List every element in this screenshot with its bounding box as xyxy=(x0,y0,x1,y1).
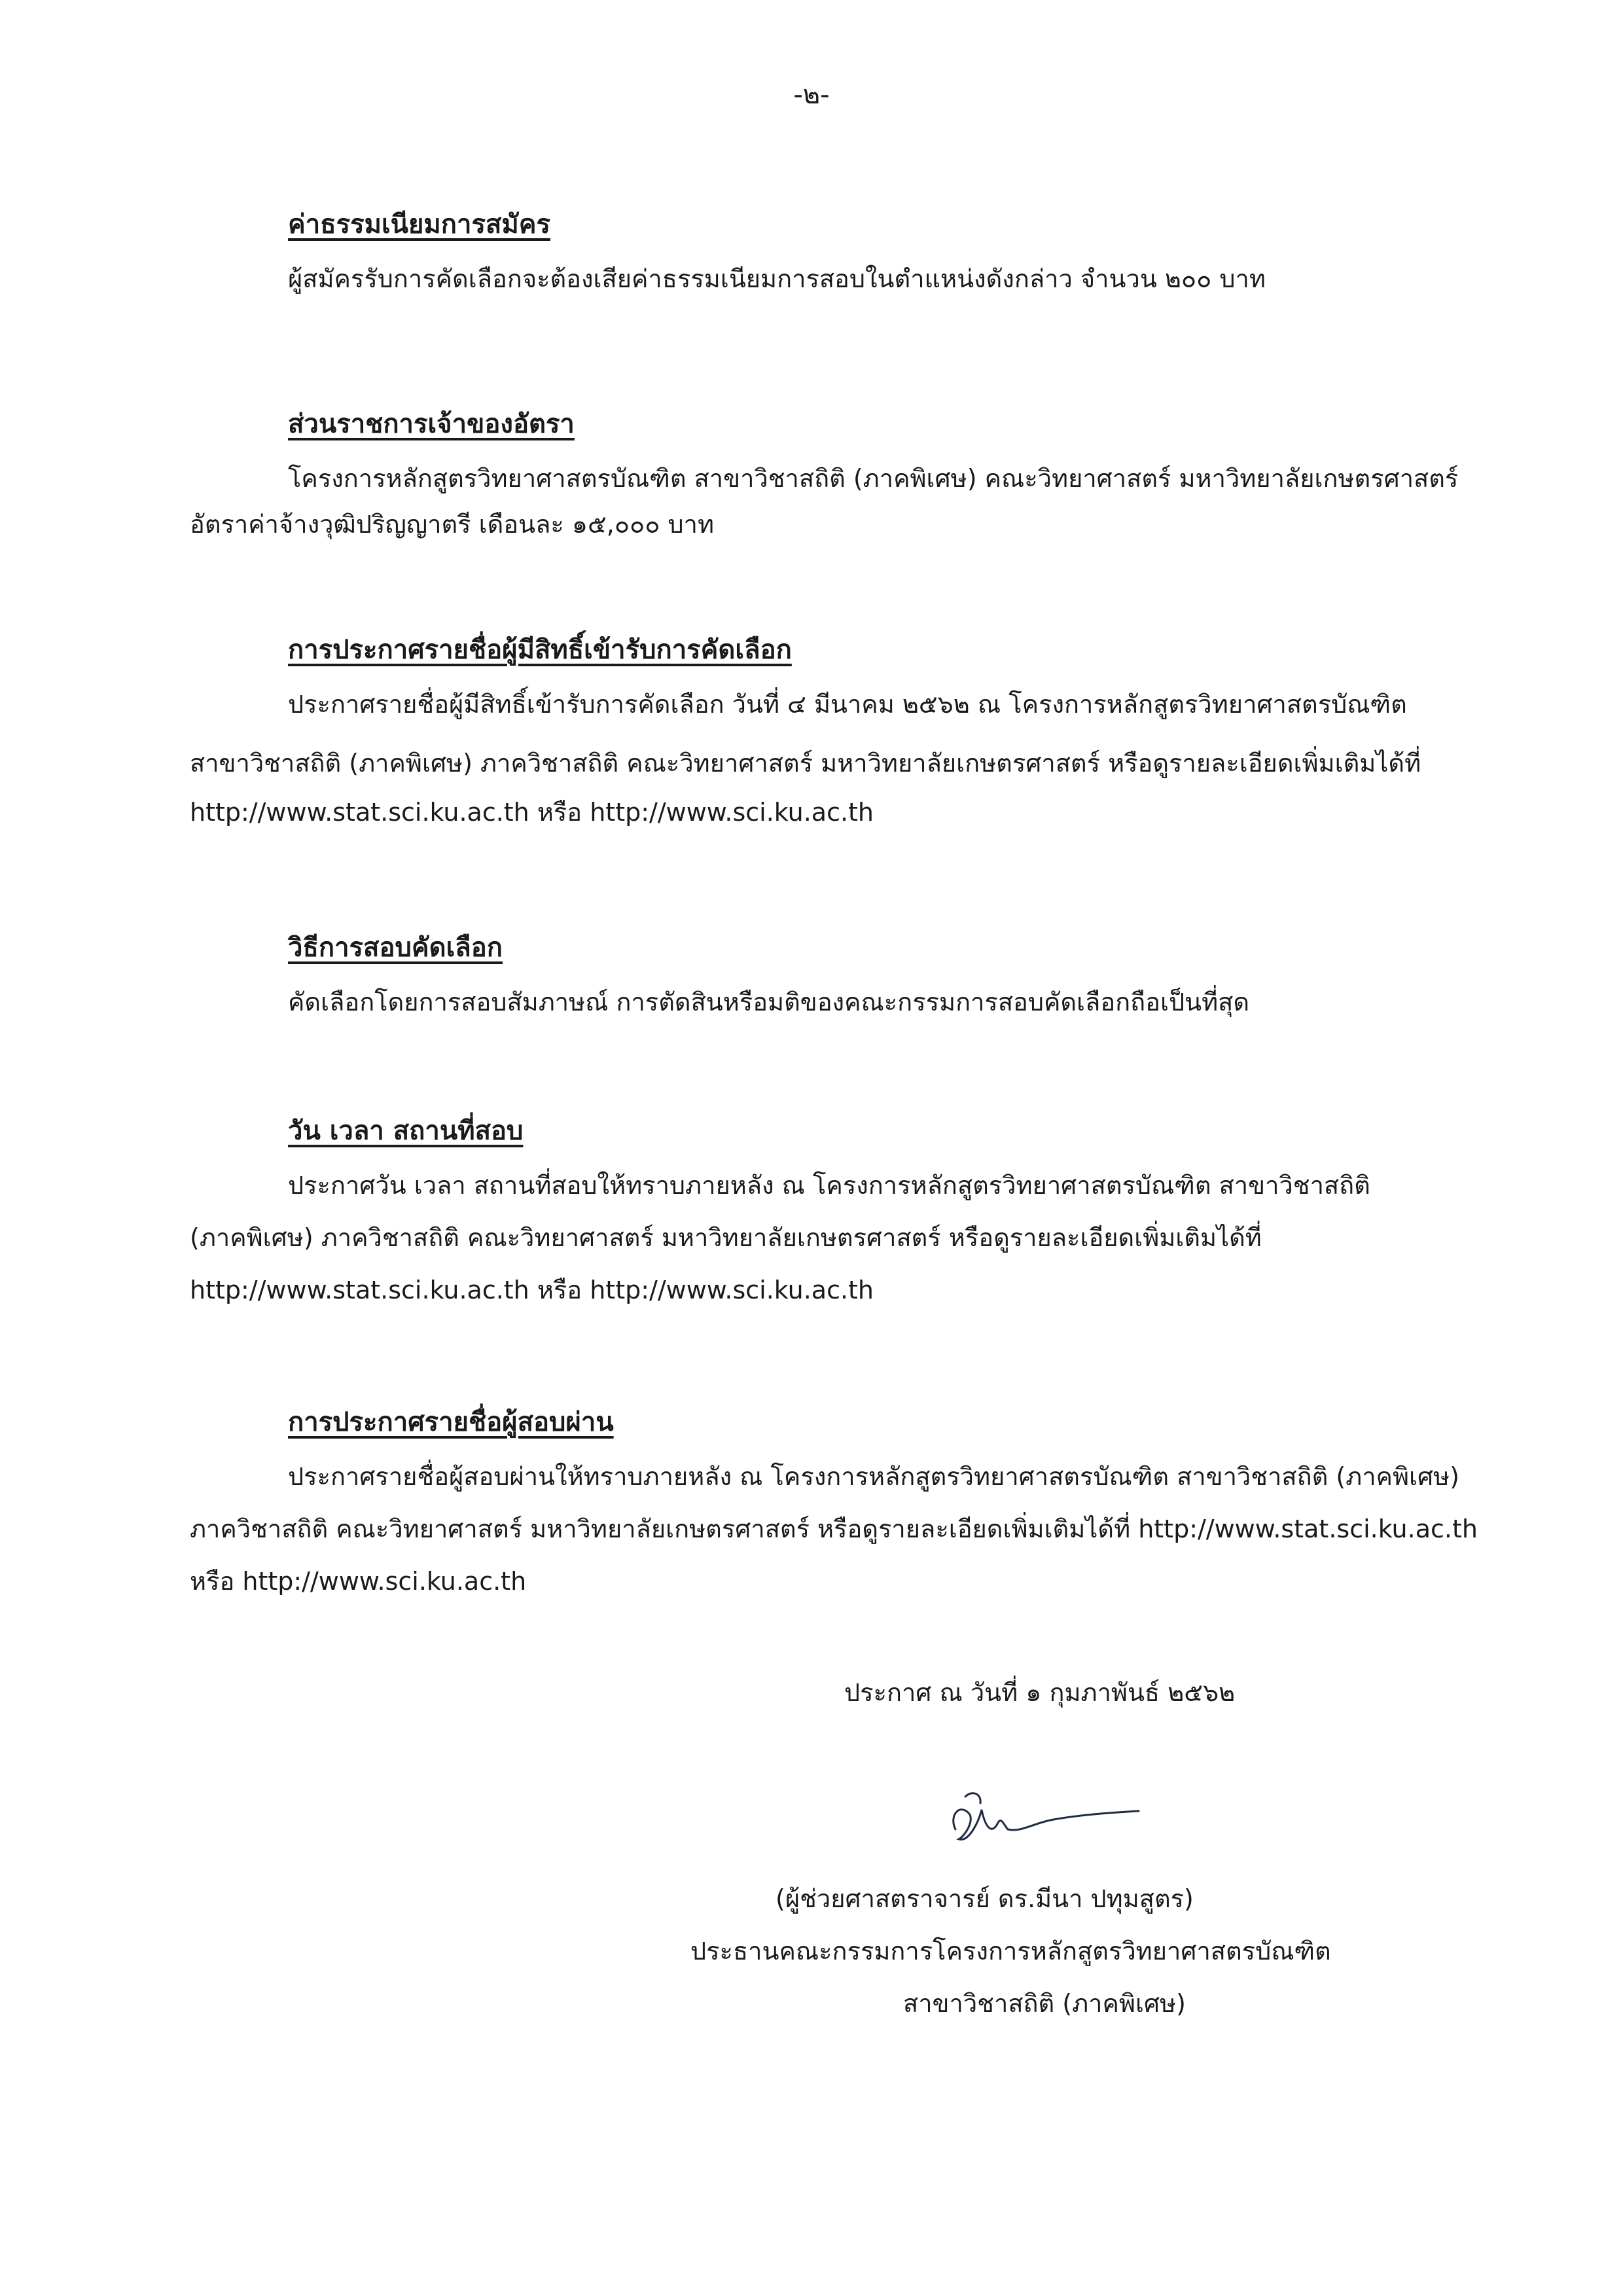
schedule-line-3: http://www.stat.sci.ku.ac.th หรือ http://www.sci.ku.ac.th xyxy=(190,1276,874,1304)
page-number: -๒- xyxy=(793,80,830,110)
signer-name: (ผู้ช่วยศาสตราจารย์ ดร.มีนา ปทุมสูตร) xyxy=(776,1884,1194,1913)
section-heading-method: วิธีการสอบคัดเลือก xyxy=(288,933,503,963)
agency-line-2: อัตราค่าจ้างวุฒิปริญญาตรี เดือนละ ๑๕,๐๐๐ บาท xyxy=(190,510,714,539)
signer-position-1: ประธานคณะกรรมการโครงการหลักสูตรวิทยาศาสตรบัณฑิต xyxy=(690,1937,1331,1965)
signer-position-2: สาขาวิชาสถิติ (ภาคพิเศษ) xyxy=(903,1989,1186,2018)
eligible-line-1: ประกาศรายชื่อผู้มีสิทธิ์เข้ารับการคัดเลือก วันที่ ๔ มีนาคม ๒๕๖๒ ณ โครงการหลักสูตรวิทยาศาสตรบัณฑิต xyxy=(288,690,1407,719)
fee-text: ผู้สมัครรับการคัดเลือกจะต้องเสียค่าธรรมเนียมการสอบในตำแหน่งดังกล่าว จำนวน ๒๐๐ บาท xyxy=(288,264,1266,293)
section-heading-agency: ส่วนราชการเจ้าของอัตรา xyxy=(288,409,575,439)
passed-line-3: หรือ http://www.sci.ku.ac.th xyxy=(190,1567,527,1596)
agency-line-1: โครงการหลักสูตรวิทยาศาสตรบัณฑิต สาขาวิชาสถิติ (ภาคพิเศษ) คณะวิทยาศาสตร์ มหาวิทยาลัยเกษตรศาสตร์ xyxy=(288,464,1459,493)
eligible-line-2: สาขาวิชาสถิติ (ภาคพิเศษ) ภาควิชาสถิติ คณะวิทยาศาสตร์ มหาวิทยาลัยเกษตรศาสตร์ หรือดูรายละเอียดเพิ่มเติมได้ที่ xyxy=(190,749,1421,778)
passed-line-1: ประกาศรายชื่อผู้สอบผ่านให้ทราบภายหลัง ณ โครงการหลักสูตรวิทยาศาสตรบัณฑิต สาขาวิชาสถิติ (ภาคพิเศษ) xyxy=(288,1462,1460,1491)
announce-date: ประกาศ ณ วันที่ ๑ กุมภาพันธ์ ๒๕๖๒ xyxy=(844,1678,1236,1707)
handwritten-signature xyxy=(929,1777,1152,1869)
section-heading-eligible-list: การประกาศรายชื่อผู้มีสิทธิ์เข้ารับการคัดเลือก xyxy=(288,635,792,665)
passed-line-2: ภาควิชาสถิติ คณะวิทยาศาสตร์ มหาวิทยาลัยเกษตรศาสตร์ หรือดูรายละเอียดเพิ่มเติมได้ที่ http://www.stat.sci.ku.ac.th xyxy=(190,1515,1478,1543)
schedule-line-1: ประกาศวัน เวลา สถานที่สอบให้ทราบภายหลัง ณ โครงการหลักสูตรวิทยาศาสตรบัณฑิต สาขาวิชาสถิติ xyxy=(288,1171,1370,1200)
section-heading-fee: ค่าธรรมเนียมการสมัคร xyxy=(288,209,550,240)
schedule-line-2: (ภาคพิเศษ) ภาควิชาสถิติ คณะวิทยาศาสตร์ มหาวิทยาลัยเกษตรศาสตร์ หรือดูรายละเอียดเพิ่มเติมได้ที่ xyxy=(190,1223,1262,1252)
section-heading-schedule: วัน เวลา สถานที่สอบ xyxy=(288,1116,524,1146)
method-text: คัดเลือกโดยการสอบสัมภาษณ์ การตัดสินหรือมติของคณะกรรมการสอบคัดเลือกถือเป็นที่สุด xyxy=(288,988,1249,1016)
eligible-line-3: http://www.stat.sci.ku.ac.th หรือ http://www.sci.ku.ac.th xyxy=(190,798,874,827)
section-heading-passed-list: การประกาศรายชื่อผู้สอบผ่าน xyxy=(288,1407,614,1437)
